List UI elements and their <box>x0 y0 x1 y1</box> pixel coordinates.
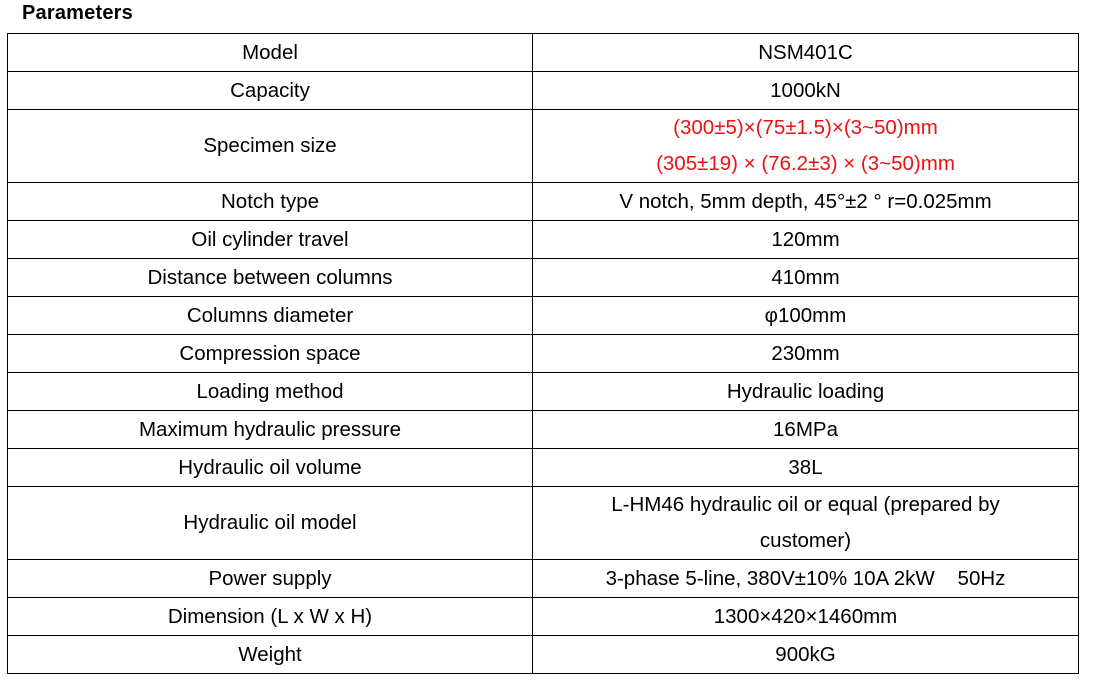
param-value: L-HM46 hydraulic oil or equal (prepared by customer) <box>533 487 1079 560</box>
param-label: Dimension (L x W x H) <box>8 598 533 636</box>
param-label: Compression space <box>8 335 533 373</box>
param-value: 38L <box>533 449 1079 487</box>
param-value <box>533 110 1079 183</box>
specimen-size-metric: (300±5)×(75±1.5)×(3~50)mm <box>673 116 938 139</box>
param-label: Notch type <box>8 183 533 221</box>
param-label: Capacity <box>8 72 533 110</box>
parameters-table <box>7 33 1079 674</box>
table-row <box>8 487 1079 560</box>
param-value: 1000kN <box>533 72 1079 110</box>
param-value: 16MPa <box>533 411 1079 449</box>
param-value: NSM401C <box>533 34 1079 72</box>
table-row <box>8 598 1079 636</box>
param-value: 1300×420×1460mm <box>533 598 1079 636</box>
param-value: 230mm <box>533 335 1079 373</box>
table-row <box>8 449 1079 487</box>
table-row <box>8 636 1079 674</box>
table-row <box>8 221 1079 259</box>
param-label: Oil cylinder travel <box>8 221 533 259</box>
param-value: φ100mm <box>533 297 1079 335</box>
section-heading: Parameters <box>22 2 133 24</box>
param-label: Power supply <box>8 560 533 598</box>
table-row <box>8 183 1079 221</box>
param-value: 3-phase 5-line, 380V±10% 10A 2kW 50Hz <box>533 560 1079 598</box>
param-value: V notch, 5mm depth, 45°±2 ° r=0.025mm <box>533 183 1079 221</box>
param-value: 120mm <box>533 221 1079 259</box>
table-row <box>8 297 1079 335</box>
table-row <box>8 259 1079 297</box>
param-label: Hydraulic oil model <box>8 487 533 560</box>
param-label: Columns diameter <box>8 297 533 335</box>
param-value: Hydraulic loading <box>533 373 1079 411</box>
param-label: Distance between columns <box>8 259 533 297</box>
param-value: 410mm <box>533 259 1079 297</box>
table-row <box>8 373 1079 411</box>
table-row <box>8 335 1079 373</box>
param-label: Hydraulic oil volume <box>8 449 533 487</box>
param-label: Loading method <box>8 373 533 411</box>
param-value: 900kG <box>533 636 1079 674</box>
table-row <box>8 560 1079 598</box>
param-label: Weight <box>8 636 533 674</box>
param-label: Specimen size <box>8 110 533 183</box>
param-label: Model <box>8 34 533 72</box>
table-row <box>8 411 1079 449</box>
param-label: Maximum hydraulic pressure <box>8 411 533 449</box>
specimen-size-imperial: (305±19) × (76.2±3) × (3~50)mm <box>656 152 955 175</box>
table-row <box>8 110 1079 183</box>
table-row <box>8 34 1079 72</box>
table-row <box>8 72 1079 110</box>
